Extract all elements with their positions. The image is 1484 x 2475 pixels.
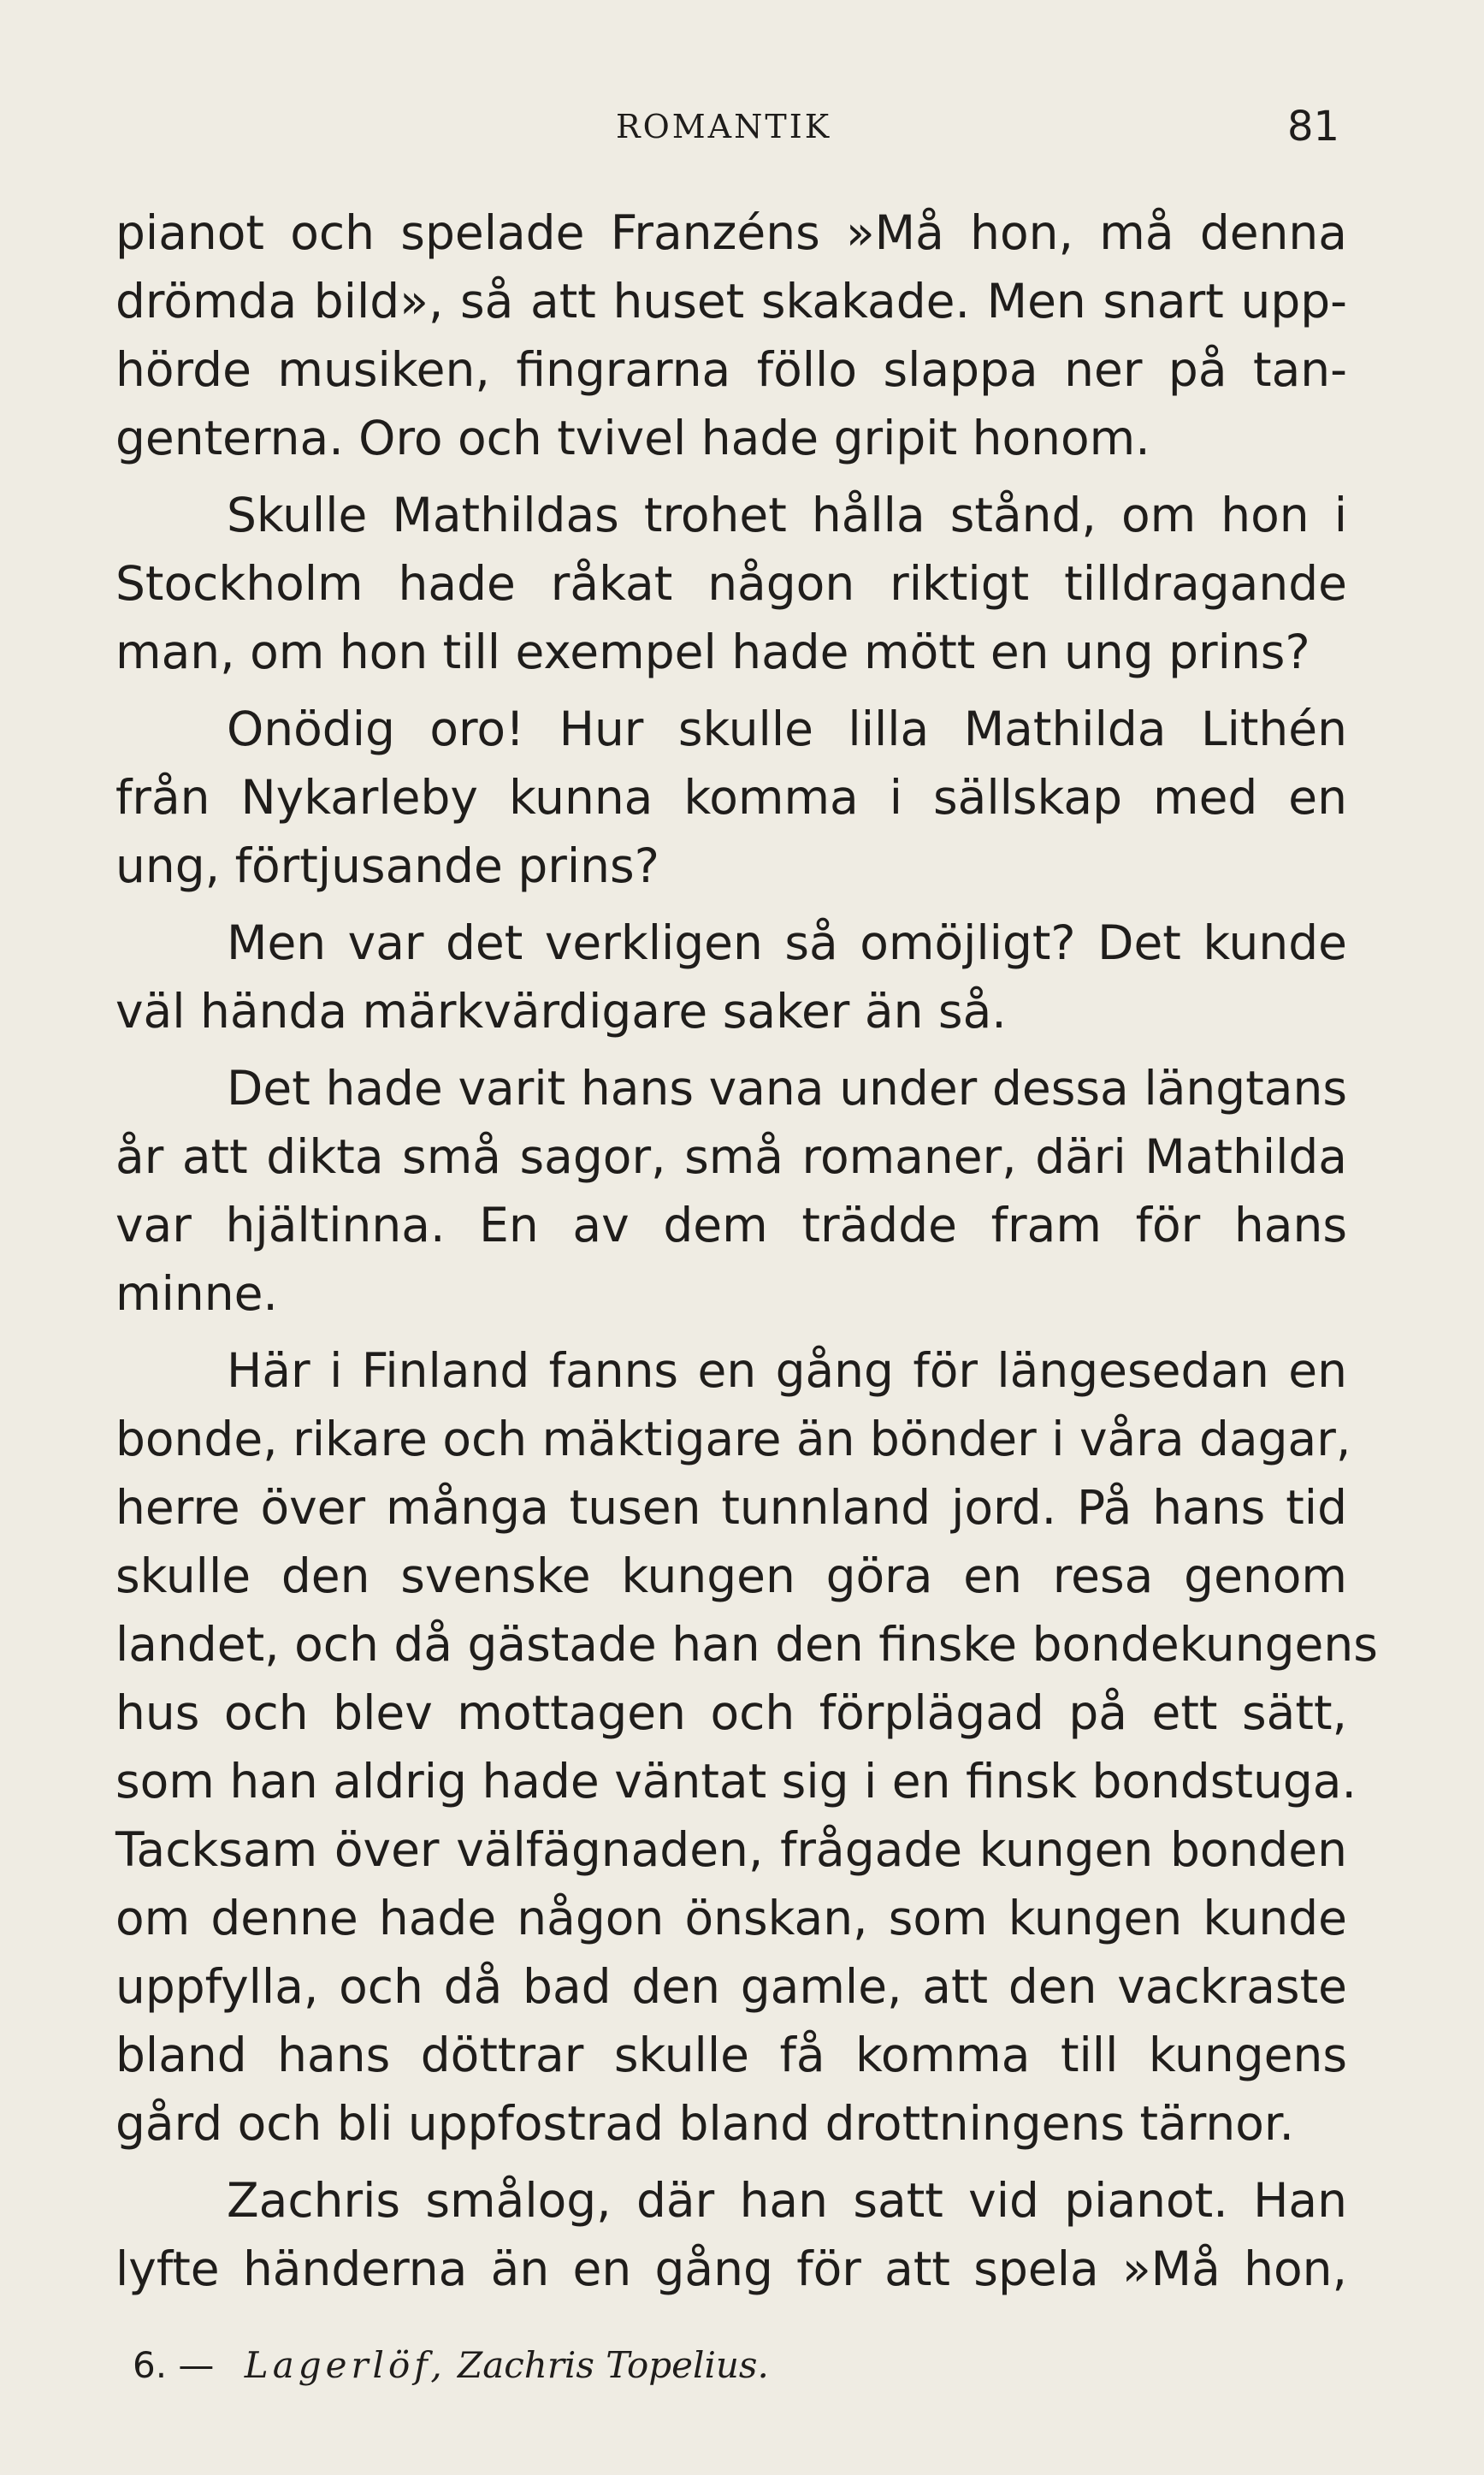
text-line: Stockholm hade råkat någon riktigt tilldragande [115,556,1347,611]
text-line: Men var det verkligen så omöjligt? Det kunde [227,915,1347,970]
text-line: från Nykarleby kunna komma i sällskap med en [115,770,1347,825]
text-line: bland hans döttrar skulle få komma till kungens [115,2028,1347,2082]
paragraph-gap [115,2158,1347,2166]
signature-mark: 6. — [133,2344,215,2386]
text-line: gård och bli uppfostrad bland drottningens tärnor. [115,2096,1294,2151]
text-line: Här i Finland fanns en gång för längesedan en [227,1343,1347,1398]
signature-footer [133,2340,769,2391]
text-line: ung, förtjusande prins? [115,838,659,893]
text-line: skulle den svenske kungen göra en resa genom [115,1548,1347,1603]
text-line: var hjältinna. En av dem trädde fram för hans [115,1198,1347,1252]
text-line: herre över många tusen tunnland jord. På hans tid [115,1480,1347,1535]
text-line: år att dikta små sagor, små romaner, däri Mathilda [115,1129,1347,1184]
footer-work: Zachris Topelius. [458,2344,769,2386]
text-line: minne. [115,1266,278,1321]
running-title: ROMANTIK [616,108,832,145]
text-line: som han aldrig hade väntat sig i en finsk bondstuga. [115,1754,1357,1809]
text-line: lyfte händerna än en gång för att spela »Må hon, [115,2241,1347,2296]
text-line: man, om hon till exempel hade mött en ung prins? [115,625,1310,679]
text-line: Zachris smålog, där han satt vid pianot. Han [227,2173,1347,2228]
paragraph-gap [115,1045,1347,1054]
text-line: genterna. Oro och tvivel hade gripit honom. [115,411,1150,465]
paragraph-gap [115,900,1347,909]
text-line: pianot och spelade Franzéns »Må hon, må denna [115,205,1347,260]
page-number: 81 [1287,103,1340,151]
paragraph-gap [115,472,1347,481]
footer-author: Lagerlöf, [244,2344,446,2386]
paragraph-gap [115,686,1347,695]
text-line: Skulle Mathildas trohet hålla stånd, om hon i [227,488,1347,542]
running-head [0,101,1484,152]
paragraph-gap [115,1328,1347,1336]
text-line: Onödig oro! Hur skulle lilla Mathilda Lithén [227,702,1347,756]
text-line: uppfylla, och då bad den gamle, att den vackraste [115,1959,1347,2014]
text-line: landet, och då gästade han den finske bondekungens [115,1617,1378,1672]
text-line: bonde, rikare och mäktigare än bönder i våra dagar, [115,1412,1351,1466]
text-line: om denne hade någon önskan, som kungen kunde [115,1891,1347,1945]
text-line: drömda bild», så att huset skakade. Men snart upp- [115,274,1347,329]
text-line: hus och blev mottagen och förplägad på ett sätt, [115,1685,1347,1740]
text-line: Det hade varit hans vana under dessa längtans [227,1061,1347,1116]
text-line: Tacksam över välfägnaden, frågade kungen bonden [115,1822,1347,1877]
text-line: hörde musiken, fingrarna föllo slappa ner på tan- [115,342,1347,397]
body-text [115,198,1378,2303]
text-line: väl hända märkvärdigare saker än så. [115,984,1007,1039]
